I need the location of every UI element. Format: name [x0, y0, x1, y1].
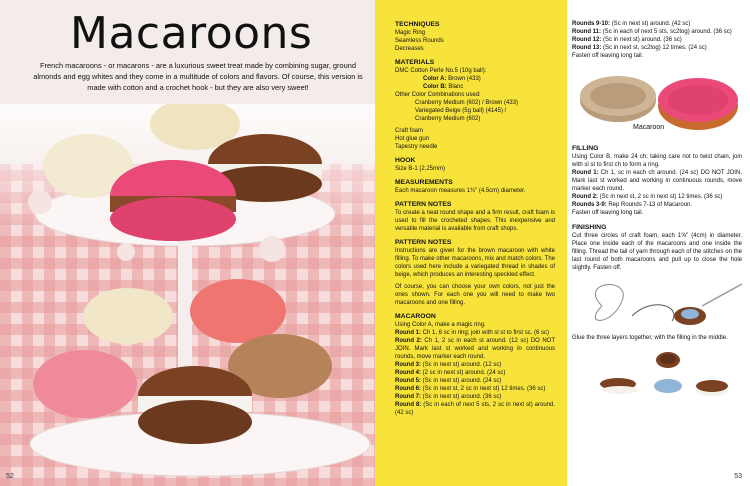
round-text: Ch 1, 2 sc in each st around. (12 sc) DO NOT JOIN. Mark last st worked and working in continuous rounds, move marker each round. — [395, 338, 555, 360]
materials-column — [375, 0, 567, 486]
round-text: (Sc in next st) around. (36 sc) — [603, 37, 682, 43]
round-text: (Sc in each of next 5 sts, 2 sc in next st) around. (42 sc) — [395, 402, 556, 416]
round-text: (Sc in next st, 2 sc in next st) 12 times. (36 sc) — [422, 386, 546, 392]
finishing-photo — [572, 276, 742, 334]
round-instruction — [395, 361, 555, 369]
round-instruction — [572, 201, 742, 209]
figure-caption: Glue the three layers together, with the filling in the middle. — [572, 335, 728, 341]
round-text: (2 sc in next st) around. (24 sc) — [422, 370, 506, 376]
macaroon-heading: MACAROON — [395, 313, 436, 320]
other-colors: Other Color Combinations used: — [395, 92, 481, 98]
round-instruction — [395, 369, 555, 377]
craft-item: Hot glue gun — [395, 136, 430, 142]
round-text: (Sc in next st) around. (36 sc) — [422, 394, 502, 400]
techniques-heading: TECHNIQUES — [395, 21, 440, 28]
filling-text: Using Color B, make 24 ch; taking care not to twist chain, join with sl st to first ch to form a ring. — [572, 154, 742, 168]
color-combo: Variegated Beige (5g ball) (4145) / — [415, 108, 507, 114]
round-instruction — [395, 337, 555, 361]
technique-item: Seamless Rounds — [395, 38, 444, 44]
round-text: (Sc in next st) around. (12 sc) — [422, 362, 502, 368]
round-instruction — [572, 193, 742, 201]
color-b-label: Color B: — [423, 84, 447, 90]
filling-heading: FILLING — [572, 145, 599, 152]
macaroon-intro: Using Color A, make a magic ring. — [395, 322, 486, 328]
hook-size: Size B-1 (2.25mm) — [395, 166, 446, 172]
round-label: Round 11: — [572, 29, 602, 35]
color-b — [395, 83, 555, 91]
round-label: Rounds 9-10: — [572, 21, 611, 27]
instructions-column — [568, 0, 750, 486]
hook-heading: HOOK — [395, 157, 416, 164]
round-label: Round 1: — [395, 330, 421, 336]
round-instruction — [395, 377, 555, 385]
round-label: Round 2: — [572, 194, 598, 200]
intro-paragraph: French macaroons - or macarons - are a luxurious sweet treat made by combining sugar, ground almonds and egg whites and they come in a multitude of colors and flavors. Of course, this version is made with cotton and a crochet hook - but they are also very sweet! — [33, 61, 363, 93]
craft-item: Tapestry needle — [395, 144, 438, 150]
round-label: Round 5: — [395, 378, 421, 384]
round-text: Ch 1, 6 sc in ring; join with sl st to first sc. (6 sc) — [422, 330, 550, 336]
assembly-illustration — [572, 346, 748, 406]
fasten-off: Fasten off leaving long tail. — [572, 210, 644, 216]
round-text: (Sc in next st) around. (42 sc) — [611, 21, 691, 27]
pattern-notes-text: Of course, you can choose your own colors, not just the ones shown. For each one you will need to make two macaroons and one filling. — [395, 284, 555, 306]
finishing-text: Cut three circles of craft foam, each 1⅝" (4cm) in diameter. Place one inside each of the macaroons and one inside the filling. Thread the tail of yarn through each of the stitches on the last round of both macaroons and pull up to close the hole slightly. Fasten off. — [572, 233, 742, 271]
color-a-value: Brown (433) — [448, 76, 481, 82]
round-label: Rounds 3-9: — [572, 202, 607, 208]
pattern-notes-heading: PATTERN NOTES — [395, 201, 452, 208]
color-combo: Cranberry Medium (602) / Brown (433) — [415, 100, 519, 106]
round-label: Round 6: — [395, 386, 421, 392]
round-instruction — [572, 36, 742, 44]
round-label: Round 12: — [572, 37, 602, 43]
technique-item: Magic Ring — [395, 30, 426, 36]
color-combo: Cranberry Medium (602) — [415, 116, 481, 122]
round-text: (Sc in each of next 5 sts, sc2tog) around. (36 sc) — [602, 29, 732, 35]
photo-label: Macaroon — [630, 124, 667, 131]
needle-thread-illustration — [572, 276, 748, 334]
round-label: Round 2: — [395, 338, 422, 344]
round-text: (Sc in next st, sc2tog) 12 times. (24 sc) — [603, 45, 707, 51]
round-text: Rep Rounds 7-13 of Macaroon. — [608, 202, 693, 208]
round-instruction — [572, 169, 742, 193]
page-title: Macaroons — [70, 8, 313, 59]
round-instruction — [395, 393, 555, 401]
pattern-notes-text: To create a neat round shape and a firm result, craft foam is used to fill the crocheted shapes. This inexpensive and versatile material is available from craft shops. — [395, 210, 555, 232]
round-instruction — [572, 44, 742, 52]
round-label: Round 13: — [572, 45, 602, 51]
round-text: (Sc in next st, 2 sc in next st) 12 times. (36 sc) — [599, 194, 723, 200]
page-number-left: 52 — [6, 473, 14, 480]
pattern-notes-text: Instructions are given for the brown macaroon with white filling. To make other macaroons, mix and match colors. The colors used here include a variegated thread in shades of beige, which produces an interesting speckled effect. — [395, 248, 555, 278]
page-number-right: 53 — [734, 473, 742, 480]
color-b-value: Blanc — [448, 84, 464, 90]
round-label: Round 7: — [395, 394, 421, 400]
color-a-label: Color A: — [423, 76, 447, 82]
pattern-notes-heading: PATTERN NOTES — [395, 239, 452, 246]
assembly-photo — [572, 346, 742, 406]
macaroon-pieces-photo — [572, 66, 742, 138]
round-text: Ch 1, sc in each ch around. (24 sc) DO NOT JOIN. Mark last st worked and working in continuous rounds, move marker each round. — [572, 170, 742, 192]
craft-item: Craft foam — [395, 128, 424, 134]
round-label: Round 8: — [395, 402, 422, 408]
round-instruction — [395, 329, 555, 337]
measurements-heading: MEASUREMENTS — [395, 179, 453, 186]
technique-item: Decreases — [395, 46, 424, 52]
measurements-text: Each macaroon measures 1¾" (4.5cm) diameter. — [395, 188, 526, 194]
round-instruction — [572, 28, 742, 36]
round-label: Round 4: — [395, 370, 421, 376]
materials-intro: DMC Cotton Perle No.5 (10g ball): — [395, 68, 487, 74]
materials-heading: MATERIALS — [395, 59, 435, 66]
round-instruction — [395, 385, 555, 393]
round-instruction — [572, 20, 742, 28]
finishing-heading: FINISHING — [572, 224, 607, 231]
color-a — [395, 75, 555, 83]
fasten-off: Fasten off leaving long tail. — [572, 53, 644, 59]
round-label: Round 1: — [572, 170, 599, 176]
round-label: Round 3: — [395, 362, 421, 368]
round-instruction — [395, 401, 555, 417]
macaroon-stand-photo — [0, 104, 375, 486]
round-text: (Sc in next st) around. (24 sc) — [422, 378, 502, 384]
